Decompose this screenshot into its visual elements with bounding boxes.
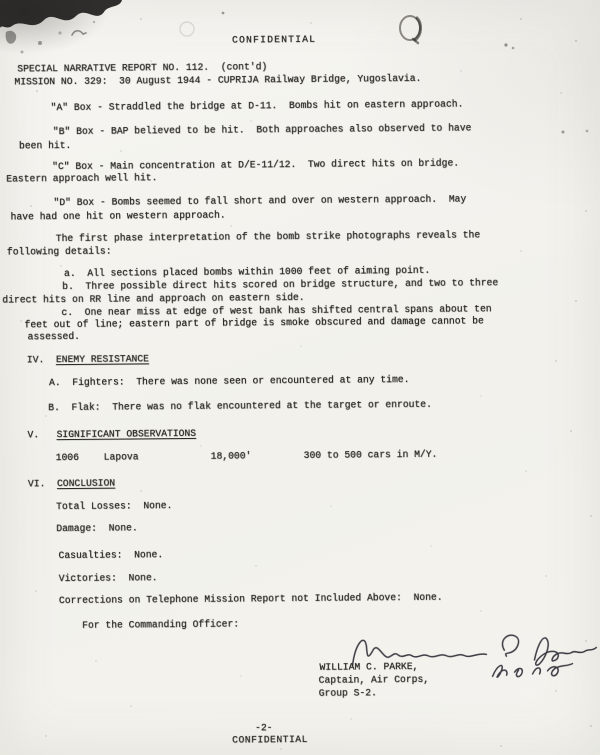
section-vi-heading: VI. CONCLUSION <box>27 477 116 490</box>
detail-a-line: a. All sections placed bombs within 1000 feet of aiming point. <box>64 264 431 280</box>
interpretation-line-2: following details: <box>6 245 112 258</box>
box-b-line-2: been hit. <box>18 139 72 152</box>
box-c-line-1: "C" Box - Main concentration at D/E-11/12. Two direct hits on bridge. <box>52 157 460 173</box>
report-title-line: SPECIAL NARRATIVE REPORT NO. 112. (cont'd) <box>17 61 268 75</box>
interpretation-line-1: The first phase interpretation of the bomb strike photographs reveals the <box>55 229 481 245</box>
signature-typed-unit: Group S-2. <box>318 687 377 699</box>
damage-line: Damage: None. <box>56 522 138 535</box>
observation-altitude: 18,000' <box>210 450 252 462</box>
box-c-line-2: Eastern approach well hit. <box>6 172 158 185</box>
casualties-line: Casualties: None. <box>58 549 164 562</box>
observation-time: 1006 <box>55 451 79 464</box>
detail-b-line-1: b. Three possible direct hits scored on bridge structure, and two to three <box>62 277 499 293</box>
signature-typed-name: WILLIAM C. PARKE, <box>319 660 419 673</box>
corrections-line: Corrections on Telephone Mission Report not Included Above: None. <box>58 591 443 607</box>
box-d-line-1: "D" Box - Bombs seemed to fall short and over on western approach. May <box>53 193 467 209</box>
section-iv-heading: IV. ENEMY RESISTANCE <box>26 353 149 366</box>
section-v-heading: V. SIGNIFICANT OBSERVATIONS <box>27 427 197 441</box>
detail-b-line-2: direct hits on RR line and approach on eastern side. <box>2 291 305 306</box>
total-losses-line: Total Losses: None. <box>56 500 173 513</box>
classification-top: CONFIDENTIAL <box>231 33 317 46</box>
flak-line: B. Flak: There was no flak encountered at the target or enroute. <box>48 398 432 414</box>
victories-line: Victories: None. <box>58 572 158 585</box>
signature-typed-rank: Captain, Air Corps, <box>318 673 430 686</box>
page-number: -2- <box>254 722 273 734</box>
observation-remark: 300 to 500 cars in M/Y. <box>303 448 438 461</box>
mission-title-line: MISSION NO. 329: 30 August 1944 - CUPRIJA Railway Bridge, Yugoslavia. <box>14 72 422 88</box>
for-commanding-officer-line: For the Commanding Officer: <box>82 618 240 631</box>
box-b-line-1: "B" Box - BAP believed to be hit. Both approaches also observed to have <box>52 122 472 138</box>
box-a-line: "A" Box - Straddled the bridge at D-11. Bombs hit on eastern approach. <box>50 98 464 114</box>
box-d-line-2: have had one hit on western approach. <box>10 209 226 223</box>
detail-c-line-2: feet out of line; eastern part of bridge is smoke obscured and damage cannot be <box>24 315 484 331</box>
observation-place: Lapova <box>103 451 139 463</box>
detail-c-line-3: assessed. <box>27 330 80 343</box>
classification-bottom: CONFIDENTIAL <box>232 733 308 746</box>
detail-c-line-1: c. One near miss at edge of west bank has shifted central spans about ten <box>61 303 492 319</box>
fighters-line: A. Fighters: There was none seen or encountered at any time. <box>48 374 410 389</box>
